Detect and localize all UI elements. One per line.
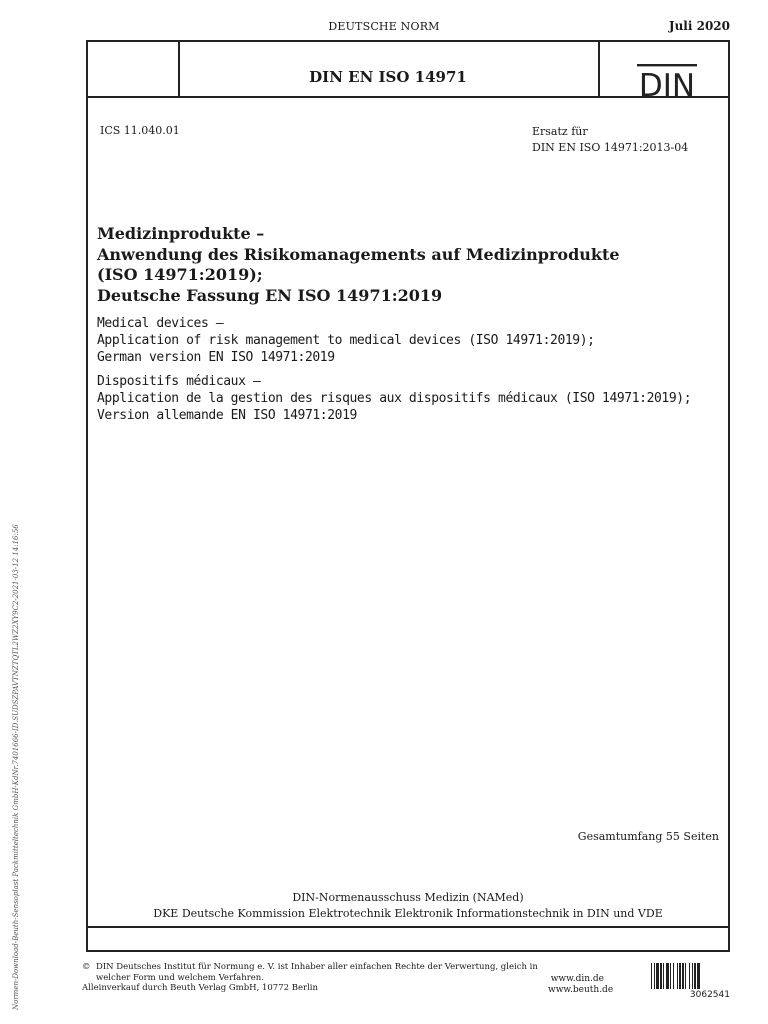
german-title-line: Deutsche Fassung EN ISO 14971:2019 [97,285,443,305]
barcode-bar [679,963,681,989]
copyright-symbol: © [82,962,91,972]
barcode-bar [656,963,659,989]
barcode-bar [692,963,693,989]
committee-block [88,890,728,922]
barcode-bar [682,963,684,989]
german-title [97,224,620,306]
frame-divider-footer [88,926,728,928]
download-watermark: Normen-Download-Beuth-Sensoplast Packmitteltechnik GmbH-KdNr.7401666-ID.SUDSZPAVTNZTQTL2WZ2XY9C2-2021-03-12 14:16:56 [12,524,20,1010]
barcode-bar [670,963,671,989]
barcode-bar [677,963,678,989]
english-title [97,315,595,366]
barcode-bar [666,963,669,989]
barcode-bar [685,963,686,989]
replaces-document: DIN EN ISO 14971:2013-04 [532,141,689,154]
din-logo-text: DIN [638,68,696,101]
english-title-line: Medical devices – [97,316,224,331]
frame-divider-right [598,42,600,96]
barcode [650,963,730,989]
ics-code: ICS 11.040.01 [100,124,180,137]
document-number: DIN EN ISO 14971 [309,68,467,86]
french-title-line: Dispositifs médicaux – [97,374,261,389]
german-title-line: (ISO 14971:2019); [97,265,263,284]
copyright-text: welcher Form und welchem Verfahren. [96,972,264,983]
frame-divider-header [88,96,728,98]
replaces-label: Ersatz für [532,125,588,138]
frame-divider-left [178,42,180,96]
barcode-bar [689,963,690,989]
distribution-text: Alleinverkauf durch Beuth Verlag GmbH, 10772 Berlin [82,983,318,993]
english-title-line: German version EN ISO 14971:2019 [97,350,335,365]
french-title [97,373,691,424]
barcode-bar [663,963,664,989]
beuth-url-link[interactable]: www.beuth.de [548,985,614,995]
replaces-block [532,124,688,156]
barcode-bar [654,963,655,989]
french-title-line: Version allemande EN ISO 14971:2019 [97,408,357,423]
barcode-bar [697,963,700,989]
copyright-notice [82,962,538,994]
barcode-bar [651,963,652,989]
barcode-bar [660,963,662,989]
copyright-text: DIN Deutsches Institut für Normung e. V. ist Inhaber aller einfachen Rechte der Verwertung, gleich in [96,962,538,972]
committee-line: DKE Deutsche Kommission Elektrotechnik Elektronik Informationstechnik in DIN und VDE [153,907,663,920]
title-page-frame [86,40,730,952]
german-title-line: Medizinprodukte – [97,224,265,243]
footer-urls [548,974,614,996]
barcode-bar [673,963,674,989]
committee-line: DIN-Normenausschuss Medizin (NAMed) [292,891,524,904]
french-title-line: Application de la gestion des risques aux dispositifs médicaux (ISO 14971:2019); [97,391,692,406]
din-logo [635,63,699,101]
article-number: 3062541 [689,990,730,1000]
english-title-line: Application of risk management to medical devices (ISO 14971:2019); [97,333,595,348]
norm-type-label: DEUTSCHE NORM [328,20,440,33]
german-title-line: Anwendung des Risikomanagements auf Medizinprodukte [97,244,620,264]
din-url-link[interactable]: www.din.de [550,974,604,984]
total-pages: Gesamtumfang 55 Seiten [577,830,719,843]
barcode-bar [694,963,696,989]
publication-date: Juli 2020 [668,19,730,33]
